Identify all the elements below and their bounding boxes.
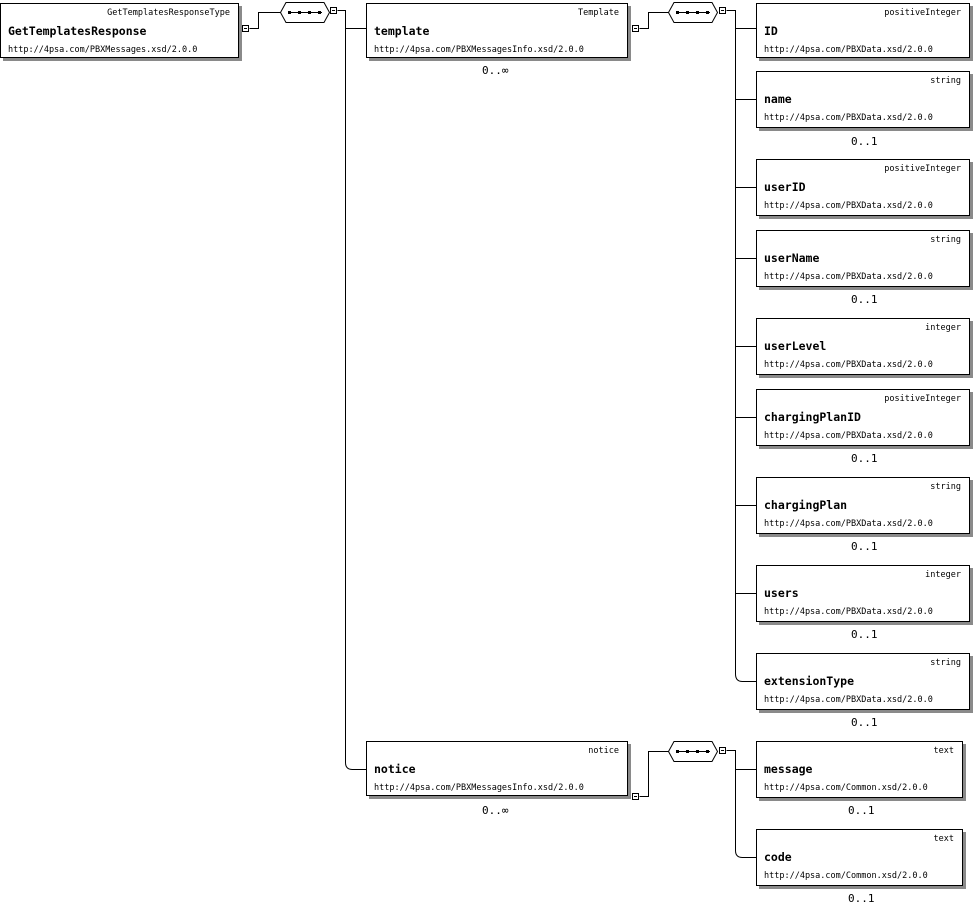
connector-line — [736, 770, 757, 858]
cardinality-label: 0..∞ — [482, 804, 509, 817]
element-box-message[interactable] — [756, 741, 963, 798]
cardinality-label: 0..∞ — [482, 64, 509, 77]
element-box-template[interactable] — [366, 3, 628, 58]
element-type: integer — [925, 570, 961, 580]
element-type: positiveInteger — [884, 394, 961, 404]
sequence-compositor-icon — [668, 741, 718, 762]
cardinality-label: 0..1 — [848, 892, 875, 905]
element-type: notice — [588, 746, 619, 756]
element-type: positiveInteger — [884, 164, 961, 174]
connector-line — [736, 674, 757, 682]
cardinality-label: 0..1 — [851, 540, 878, 553]
element-type: text — [933, 746, 954, 756]
element-name: userLevel — [764, 339, 827, 353]
element-namespace: http://4psa.com/PBXData.xsd/2.0.0 — [764, 113, 933, 123]
element-name: extensionType — [764, 674, 855, 688]
element-box-name[interactable] — [756, 71, 970, 128]
element-namespace: http://4psa.com/PBXMessages.xsd/2.0.0 — [8, 45, 198, 55]
sequence-compositor-icon — [668, 2, 718, 23]
element-namespace: http://4psa.com/PBXData.xsd/2.0.0 — [764, 695, 933, 705]
element-namespace: http://4psa.com/PBXData.xsd/2.0.0 — [764, 272, 933, 282]
element-name: code — [764, 850, 792, 864]
element-name: message — [764, 762, 813, 776]
connector-line — [338, 11, 367, 29]
element-type: string — [930, 482, 961, 492]
element-box-user-id[interactable] — [756, 159, 970, 216]
element-type: GetTemplatesResponseType — [107, 8, 230, 18]
element-name: name — [764, 92, 792, 106]
cardinality-label: 0..1 — [851, 293, 878, 306]
collapse-toggle-icon[interactable] — [632, 793, 639, 800]
element-namespace: http://4psa.com/Common.xsd/2.0.0 — [764, 871, 928, 881]
element-name: userID — [764, 180, 806, 194]
connector-line — [640, 752, 670, 797]
element-namespace: http://4psa.com/PBXData.xsd/2.0.0 — [764, 607, 933, 617]
element-namespace: http://4psa.com/PBXMessagesInfo.xsd/2.0.0 — [374, 783, 584, 793]
collapse-toggle-icon[interactable] — [330, 7, 337, 14]
element-box-id[interactable] — [756, 3, 970, 58]
element-name: notice — [374, 762, 416, 776]
element-type: string — [930, 76, 961, 86]
element-namespace: http://4psa.com/PBXMessagesInfo.xsd/2.0.0 — [374, 45, 584, 55]
cardinality-label: 0..1 — [851, 716, 878, 729]
connector-line — [727, 751, 757, 770]
element-box-extension-type[interactable] — [756, 653, 970, 710]
element-name: template — [374, 24, 430, 38]
element-namespace: http://4psa.com/PBXData.xsd/2.0.0 — [764, 519, 933, 529]
element-box-get-templates-response[interactable] — [0, 3, 239, 58]
cardinality-label: 0..1 — [851, 452, 878, 465]
element-name: GetTemplatesResponse — [8, 24, 147, 38]
element-namespace: http://4psa.com/PBXData.xsd/2.0.0 — [764, 45, 933, 55]
connector-line — [250, 13, 282, 29]
element-box-user-level[interactable] — [756, 318, 970, 375]
element-box-charging-plan-id[interactable] — [756, 389, 970, 446]
element-box-charging-plan[interactable] — [756, 477, 970, 534]
element-namespace: http://4psa.com/PBXData.xsd/2.0.0 — [764, 360, 933, 370]
cardinality-label: 0..1 — [851, 135, 878, 148]
cardinality-label: 0..1 — [848, 804, 875, 817]
collapse-toggle-icon[interactable] — [719, 7, 726, 14]
element-name: ID — [764, 24, 778, 38]
element-name: userName — [764, 251, 820, 265]
element-type: string — [930, 658, 961, 668]
element-name: chargingPlanID — [764, 410, 861, 424]
collapse-toggle-icon[interactable] — [719, 747, 726, 754]
element-box-users[interactable] — [756, 565, 970, 622]
element-box-user-name[interactable] — [756, 230, 970, 287]
connector-line — [736, 11, 757, 29]
connector-line — [346, 29, 367, 770]
collapse-toggle-icon[interactable] — [242, 25, 249, 32]
element-box-code[interactable] — [756, 829, 963, 886]
element-name: users — [764, 586, 799, 600]
cardinality-label: 0..1 — [851, 628, 878, 641]
element-type: integer — [925, 323, 961, 333]
sequence-compositor-icon — [280, 2, 330, 23]
element-box-notice[interactable] — [366, 741, 628, 796]
element-namespace: http://4psa.com/PBXData.xsd/2.0.0 — [764, 431, 933, 441]
element-type: positiveInteger — [884, 8, 961, 18]
element-type: string — [930, 235, 961, 245]
element-namespace: http://4psa.com/Common.xsd/2.0.0 — [764, 783, 928, 793]
element-name: chargingPlan — [764, 498, 848, 512]
collapse-toggle-icon[interactable] — [632, 25, 639, 32]
connector-line — [727, 11, 736, 675]
connector-line — [640, 13, 670, 29]
element-namespace: http://4psa.com/PBXData.xsd/2.0.0 — [764, 201, 933, 211]
element-type: text — [933, 834, 954, 844]
element-type: Template — [578, 8, 619, 18]
